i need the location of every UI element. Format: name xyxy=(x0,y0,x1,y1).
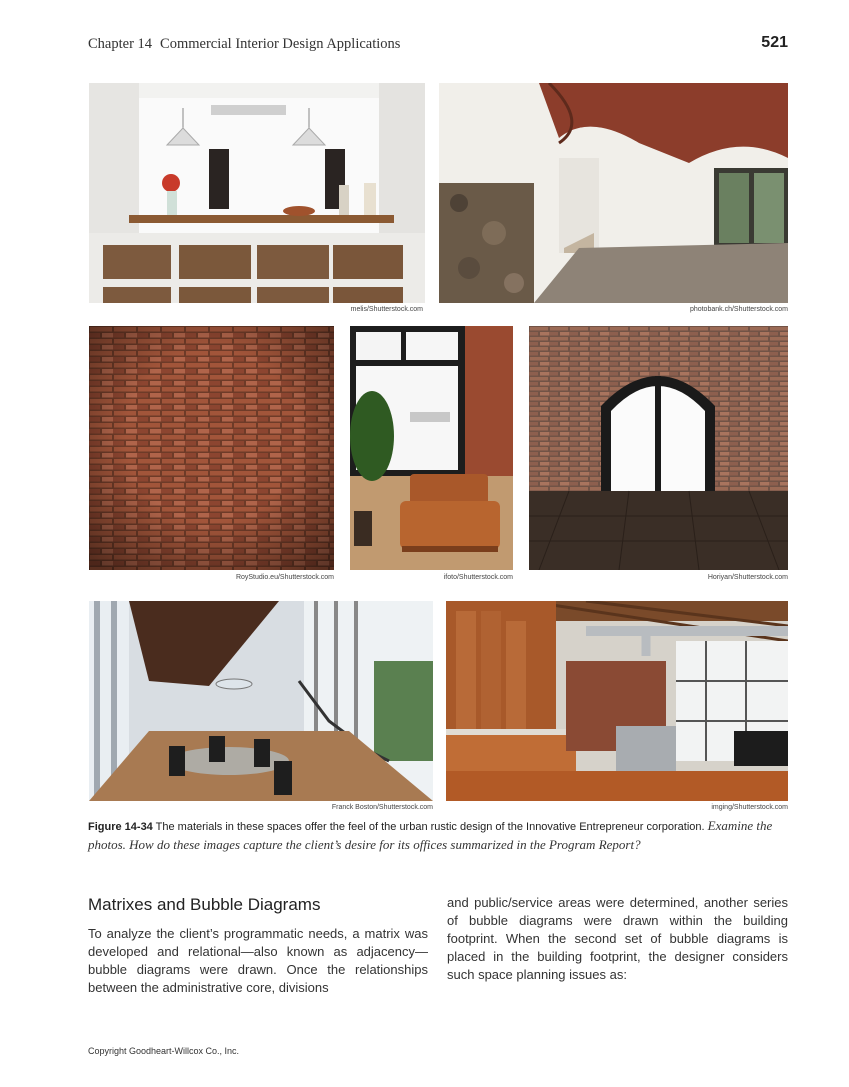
photo-vaulted-room xyxy=(439,83,788,303)
copyright-footer: Copyright Goodheart-Willcox Co., Inc. xyxy=(88,1046,240,1056)
photo-industrial-kitchen xyxy=(446,601,788,801)
photo-kitchen xyxy=(89,83,425,303)
figure-text: The materials in these spaces offer the feel of the urban rustic design of the Innovative Entrepreneur corporation. xyxy=(155,821,705,833)
body-left-column: To analyze the client’s programmatic needs, a matrix was developed and relational—also known as adjacency—bubble diagrams were drawn. Once the relationships between the administrative core, divisions xyxy=(88,926,428,995)
photo-credit-brick-wall: RoyStudio.eu/Shutterstock.com xyxy=(235,574,334,581)
photo-credit-vaulted-room: photobank.ch/Shutterstock.com xyxy=(689,306,788,313)
vaulted-room-image xyxy=(439,83,788,303)
photo-arched-window xyxy=(529,326,788,570)
photo-credit-kitchen: melis/Shutterstock.com xyxy=(350,306,423,313)
section-heading: Matrixes and Bubble Diagrams xyxy=(88,895,321,914)
figure-caption xyxy=(88,817,788,855)
chapter-number: Chapter 14 xyxy=(88,36,153,52)
industrial-kitchen-image xyxy=(446,601,788,801)
figure-question: Examine the photos. How do these images capture the client’s desire for its offices summarized in the Program Report? xyxy=(88,818,773,852)
photo-armchair xyxy=(350,326,513,570)
chapter-title: Commercial Interior Design Applications xyxy=(160,36,401,52)
page-number: 521 xyxy=(761,34,788,51)
running-header xyxy=(88,36,400,53)
photo-credit-industrial-kitchen: imging/Shutterstock.com xyxy=(711,804,788,811)
photo-credit-loft-office: Franck Boston/Shutterstock.com xyxy=(331,804,433,811)
armchair-image xyxy=(350,326,513,570)
loft-office-image xyxy=(89,601,433,801)
arched-window-image xyxy=(529,326,788,570)
photo-credit-armchair: ifoto/Shutterstock.com xyxy=(443,574,513,581)
brick-wall-image xyxy=(89,326,334,570)
photo-brick-wall xyxy=(89,326,334,570)
kitchen-image xyxy=(89,83,425,303)
figure-label: Figure 14-34 xyxy=(88,821,153,833)
body-right-column: and public/service areas were determined, another series of bubble diagrams were drawn within the building footprint. When the second set of bubble diagrams is placed in the building footprint, the designer considers such space planning issues as: xyxy=(447,895,788,982)
photo-loft-office xyxy=(89,601,433,801)
photo-credit-arched-window: Horiyan/Shutterstock.com xyxy=(707,574,788,581)
